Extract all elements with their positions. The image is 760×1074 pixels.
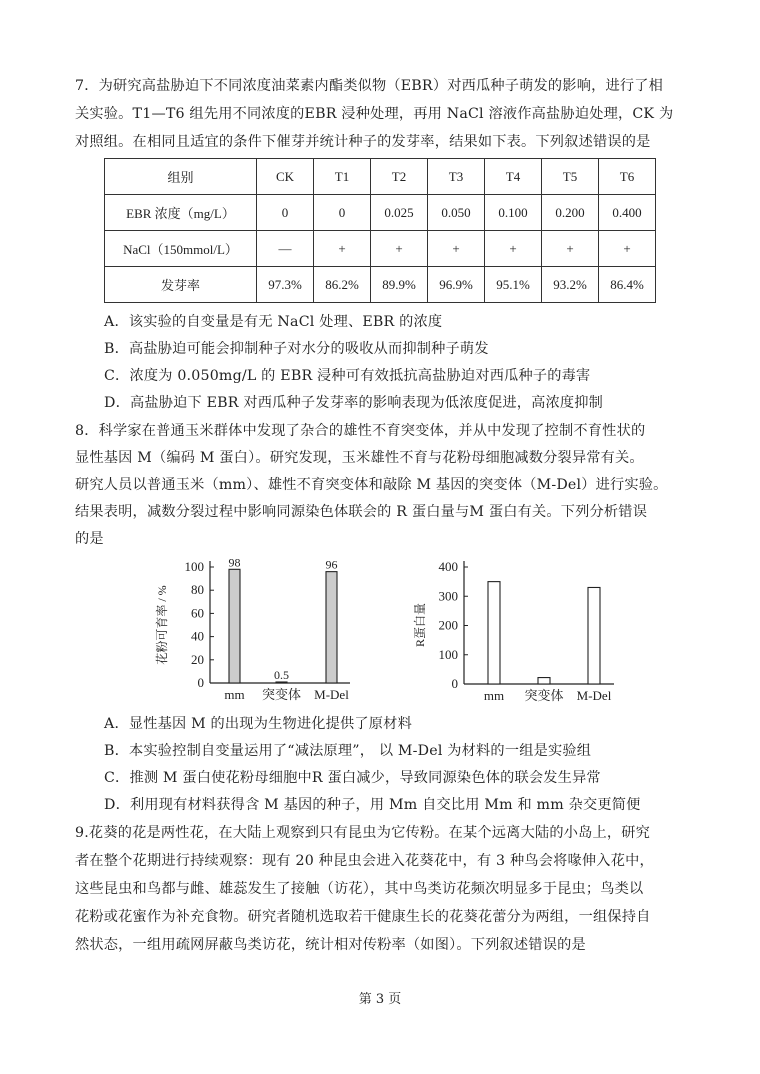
y-tick-label: 100 <box>438 646 458 662</box>
table-cell: T6 <box>599 159 656 195</box>
q8-line-1: 8．科学家在普通玉米群体中发现了杂合的雄性不育突变体，并从中发现了控制不育性状的 <box>75 423 646 439</box>
data-label: 96 <box>325 557 338 572</box>
table-row <box>105 267 656 303</box>
y-tick-label: 60 <box>191 605 204 621</box>
table-cell: 0 <box>314 195 371 231</box>
table-cell: + <box>542 231 599 267</box>
q8-line-4: 结果表明，减数分裂过程中影响同源染色体联会的 R 蛋白量与M 蛋白有关。下列分析错误 <box>75 504 648 520</box>
table-cell: 0.025 <box>371 195 428 231</box>
data-label: 0.5 <box>274 668 289 682</box>
y-tick-label: 40 <box>191 628 204 644</box>
table-cell: T5 <box>542 159 599 195</box>
x-tick-label: 突变体 <box>261 687 302 702</box>
pollen-fertility-chart <box>152 553 362 705</box>
y-tick-label: 80 <box>191 582 204 598</box>
y-axis-label: 花粉可育率 / % <box>155 585 169 665</box>
table-cell: + <box>428 231 485 267</box>
bar <box>229 569 240 683</box>
table-cell: 95.1% <box>485 267 542 303</box>
table-cell: 0.050 <box>428 195 485 231</box>
q7-option-a: A．该实验的自变量是有无 NaCl 处理、EBR 的浓度 <box>104 314 443 330</box>
table-cell: + <box>485 231 542 267</box>
q7-line-2: 关实验。T1—T6 组先用不同浓度的EBR 浸种处理，再用 NaCl 溶液作高盐胁迫处理，CK 为 <box>75 106 674 122</box>
y-tick-label: 200 <box>438 617 458 633</box>
table-row <box>105 231 656 267</box>
r-protein-chart <box>408 560 626 705</box>
table-cell: + <box>314 231 371 267</box>
table-cell: T4 <box>485 159 542 195</box>
x-tick-label: 突变体 <box>524 688 564 703</box>
y-tick-label: 0 <box>451 676 458 691</box>
bar <box>538 678 550 684</box>
q7-data-table <box>104 158 656 303</box>
y-tick-label: 0 <box>197 675 204 690</box>
y-tick-label: 400 <box>438 560 458 574</box>
table-cell: T2 <box>371 159 428 195</box>
y-tick-label: 100 <box>184 559 204 574</box>
q7-line-1: 7．为研究高盐胁迫下不同浓度油菜素内酯类似物（EBR）对西瓜种子萌发的影响，进行了相 <box>75 78 664 94</box>
table-cell: + <box>371 231 428 267</box>
table-cell: 97.3% <box>257 267 314 303</box>
x-tick-label: mm <box>483 688 505 703</box>
q8-line-2: 显性基因 M（编码 M 蛋白）。研究发现，玉米雄性不育与花粉母细胞减数分裂异常有关。 <box>75 450 644 466</box>
q7-option-d: D．高盐胁迫下 EBR 对西瓜种子发芽率的影响表现为低浓度促进，高浓度抑制 <box>104 395 604 411</box>
table-cell: 89.9% <box>371 267 428 303</box>
table-row <box>105 195 656 231</box>
q7-option-b: B．高盐胁迫可能会抑制种子对水分的吸收从而抑制种子萌发 <box>104 341 489 357</box>
q9-line-2: 者在整个花期进行持续观察：现有 20 种昆虫会进入花葵花中，有 3 种鸟会将喙伸入花中， <box>75 853 654 869</box>
q9-line-5: 然状态，一组用疏网屏蔽鸟类访花，统计相对传粉率（如图）。下列叙述错误的是 <box>75 937 586 953</box>
x-tick-label: M-Del <box>576 688 612 703</box>
y-tick-label: 20 <box>191 651 204 667</box>
y-tick-label: 300 <box>438 588 458 604</box>
table-cell: 86.2% <box>314 267 371 303</box>
table-cell: 93.2% <box>542 267 599 303</box>
table-cell: 86.4% <box>599 267 656 303</box>
page-number: 第 3 页 <box>358 992 402 1007</box>
table-cell: 发芽率 <box>105 267 257 303</box>
x-tick-label: M-Del <box>314 687 349 702</box>
table-cell: 组别 <box>105 159 257 195</box>
q8-line-5: 的是 <box>75 531 104 547</box>
q9-line-4: 花粉或花蜜作为补充食物。研究者随机选取若干健康生长的花葵花蕾分为两组，一组保持自 <box>75 909 651 925</box>
table-header-row <box>105 159 656 195</box>
q9-line-3: 这些昆虫和鸟都与雌、雄蕊发生了接触（访花），其中鸟类访花频次明显多于昆虫；鸟类以 <box>75 881 644 897</box>
table-cell: T3 <box>428 159 485 195</box>
table-cell: CK <box>257 159 314 195</box>
table-cell: — <box>257 231 314 267</box>
table-cell: + <box>599 231 656 267</box>
table-cell: 96.9% <box>428 267 485 303</box>
q8-option-d: D．利用现有材料获得含 M 基因的种子，用 Mm 自交比用 Mm 和 mm 杂交更简便 <box>104 797 641 813</box>
q8-option-b: B．本实验控制自变量运用了“减法原理”， 以 M-Del 为材料的一组是实验组 <box>104 743 592 759</box>
q8-line-3: 研究人员以普通玉米（mm）、雄性不育突变体和敲除 M 基因的突变体（M-Del）进行实验。 <box>75 477 668 493</box>
x-tick-label: mm <box>224 687 245 702</box>
q9-line-1: 9.花葵的花是两性花，在大陆上观察到只有昆虫为它传粉。在某个远离大陆的小岛上，研究 <box>75 825 651 841</box>
table-cell: 0.200 <box>542 195 599 231</box>
y-axis-label: R蛋白量 <box>413 602 427 648</box>
table-cell: T1 <box>314 159 371 195</box>
data-label: 98 <box>228 555 241 570</box>
bar <box>326 572 337 683</box>
q8-option-a: A．显性基因 M 的出现为生物进化提供了原材料 <box>104 716 412 732</box>
bar <box>276 682 287 683</box>
q8-option-c: C．推测 M 蛋白使花粉母细胞中R 蛋白减少，导致同源染色体的联会发生异常 <box>104 770 601 786</box>
q7-line-3: 对照组。在相同且适宜的条件下催芽并统计种子的发芽率，结果如下表。下列叙述错误的是 <box>75 134 651 150</box>
bar <box>588 587 600 684</box>
table-cell: NaCl（150mmol/L） <box>105 231 257 267</box>
table-cell: 0 <box>257 195 314 231</box>
table-cell: 0.400 <box>599 195 656 231</box>
table-cell: 0.100 <box>485 195 542 231</box>
bar <box>488 582 500 684</box>
table-cell: EBR 浓度（mg/L） <box>105 195 257 231</box>
q7-option-c: C．浓度为 0.050mg/L 的 EBR 浸种可有效抵抗高盐胁迫对西瓜种子的毒害 <box>104 368 591 384</box>
